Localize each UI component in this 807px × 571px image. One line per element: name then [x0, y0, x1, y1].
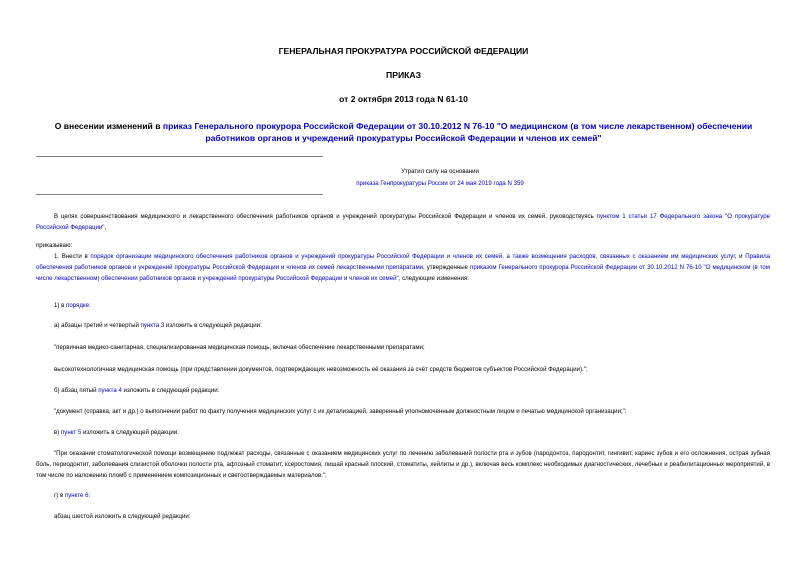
procedure-short-link[interactable]: порядке [66, 302, 90, 309]
subitem-b-text: б) абзац пятый [54, 387, 99, 394]
status-note-link[interactable]: приказа Генпрокуратуры России от 24 мая 2019 года N 359 [356, 180, 524, 187]
subitem-a-end: изложить в следующей редакции: [164, 322, 262, 329]
title-order-link[interactable]: приказ Генерального прокурора Российской Федерации от 30.10.2012 N 76-10 "О медицинском (в том числе лекарственном) обеспечении работников органов и учреждений прокуратуры Российской Федерации и членов их семей" [162, 121, 753, 143]
subitem-v-text: в) [54, 429, 61, 436]
divider-bottom [36, 194, 323, 195]
document-date-number: от 2 октября 2013 года N 61-10 [339, 94, 468, 104]
item-1-paragraph [36, 251, 770, 284]
quote-2: высокотехнологичная медицинская помощь (при представлении документов, подтверждающих невозможность её оказания за счёт средств бюджетов субъектов Российской Федерации)."; [54, 366, 588, 373]
item-1-text-a: 1. Внести в [54, 253, 91, 260]
subitem-v-end: изложить в следующей редакции: [81, 429, 179, 436]
subitem-b-end: изложить в следующей редакции: [121, 387, 220, 394]
title-prefix: О внесении изменений в [54, 121, 163, 131]
status-note-text: Утратил силу на основании [401, 168, 479, 175]
subitem-1-text: 1) в [54, 302, 67, 309]
subitem-g-text: г) в [54, 492, 65, 499]
document-type: ПРИКАЗ [386, 70, 421, 80]
intro-text-end: , [104, 224, 107, 231]
clause-6-link[interactable]: пункте 6 [64, 492, 89, 499]
intro-paragraph [36, 211, 770, 233]
order-word: приказываю: [36, 242, 73, 249]
item-1-text-d: , следующие изменения: [398, 275, 469, 282]
divider-top [36, 156, 323, 157]
item-1-text-b: , и [734, 253, 746, 260]
intro-text: В целях совершенствования медицинского и лекарственного обеспечения работников органов и учреждений прокуратуры Российской Федерации и членов их семей, руководствуясь [54, 213, 597, 220]
subitem-b [54, 385, 219, 396]
clause-5-link[interactable]: пункт 5 [60, 429, 82, 436]
subitem-g [54, 490, 90, 501]
order-76-10-link[interactable]: приказом Генерального прокурора Российской Федерации от 30.10.2012 N 76-10 "О медицинском (в том числе лекарственном) обеспечении работников органов и учреждений прокуратуры Российской Федерации и членов их семей" [36, 264, 770, 282]
clause-3-link[interactable]: пункта 3 [140, 322, 165, 329]
subitem-a [54, 320, 262, 331]
subitem-g-colon: : [88, 492, 91, 499]
subitem-v [54, 427, 179, 438]
clause-4-link[interactable]: пункта 4 [98, 387, 122, 394]
law-article-link[interactable]: пунктом 1 статьи 17 Федерального закона "О прокуратуре Российской Федерации" [36, 213, 770, 231]
subitem-a-text: а) абзацы третий и четвертый [54, 322, 141, 329]
document-title [30, 120, 777, 144]
item-1-text-c: , утвержденные [423, 264, 471, 271]
last-paragraph: абзац шестой изложить в следующей редакции: [54, 513, 191, 520]
quote-3: "документ (справка, акт и др.) о выполнении работ по факту получения медицинских услуг с их детализацией, заверенный уполномоченным должностным лицом и печатью медицинской организации;"; [54, 408, 627, 415]
subitem-1-colon: : [89, 302, 91, 309]
rules-link[interactable]: Правила обеспечения работников органов и учреждений прокуратуры Российской Федерации и членов их семей лекарственными препаратами [36, 253, 771, 271]
subitem-1 [54, 300, 91, 311]
quote-4: "При оказании стоматологической помощи возмещению подлежат расходы, связанные с оказанием медицинских услуг по лечению заболеваний полости рта и зубов (пародонтоз, пародонтит, гингивит, кариес зубов и его осложнения, острая зубная боль, периодонтит, заболевания слизистой оболочки полости рта, афтозный стоматит, ксеростомия, лишай красный плоский, стоматиты, хейлиты и др.), включая весь комплекс необходимых диагностических, лечебных и реабилитационных мероприятий, в том числе по наложению пломб с применением композиционных и светоотверждаемых материалов."; [36, 450, 770, 479]
organization-header: ГЕНЕРАЛЬНАЯ ПРОКУРАТУРА РОССИЙСКОЙ ФЕДЕРАЦИИ [278, 46, 529, 56]
quote-1: "первичная медико-санитарная, специализированная медицинская помощь, включая обеспечение лекарственными препаратами; [54, 344, 425, 351]
status-note [268, 166, 612, 190]
procedure-link[interactable]: порядок организации медицинского обеспечения работников органов и учреждений прокуратуры Российской Федерации и членов их семей, а также возмещения расходов, связанных с оказанием им медицинских услуг [90, 253, 735, 260]
